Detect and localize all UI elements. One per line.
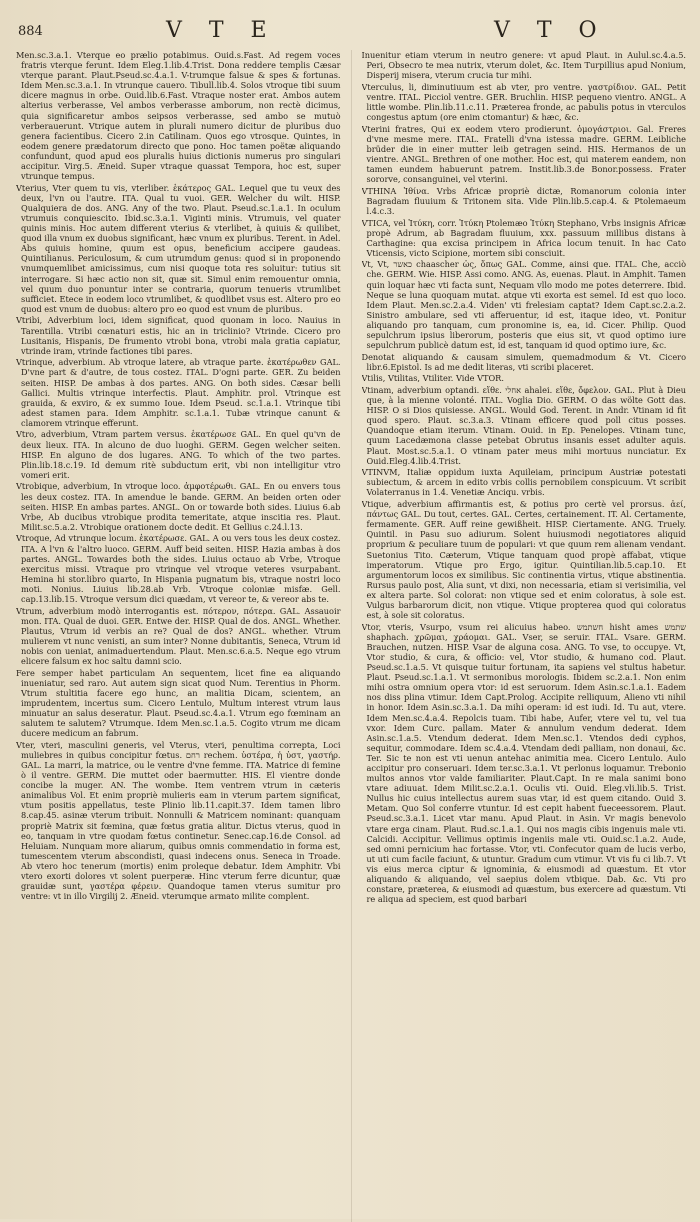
right-column bbox=[362, 50, 687, 1222]
entry-paragraph: Vterius, Vter quem tu vis, vterliber. ἑκάτερος GAL. Lequel que tu veux des deux, l'vn ou l'autre. ITA. Qual tu vuoi. GER. Welcher du wilt. HISP. Qualquiera de dos. ANG. Any of the two. Plaut. Pseud.sc.1.a.1. In oculum vtrumuis conquiescito. Ibid.sc.3.a.1. Viginti minis. Vtrumuis, vel quater quinis minis. Hoc autem different vterius & vterlibet, à quiuis & quilibet, quod illa vnum ex duobus significant, hæc vnum ex pluribus. Terent. in Adel. Abs quiuis homine, quum est opus, beneficium accipere gaudeas. Quintilianus. Periculosum, & cum utrumdum genus: quod si in proponendo vnumquemlibet amicissimus, cum nisi quoque tota res soluitur: tutius sit interrogare. Si hæc actio non sit, quæ sit. Simul enim remouentur omnia, vel quum duo ponuntur inter se contraria, quorum tenueris vtrumlibet sufficiet. Etece in eodem loco vtrumlibet, & quodlibet vsus est. Altero pro eo quod est vnum de duobus: altero pro eo quod est vnum de pluribus. bbox=[16, 182, 341, 314]
entry-paragraph: Vtique, adverbium affirmantis est, & potius pro certè vel prorsus. ἀεί, πάντως GAL. Du tout, certes. GAL. Certes, certainement. IT. Al. Certamente, fermamente. GER. Auff reine gewißheit. HISP. Ciertamente. ANG. Truely. Quintil. in Pasu suo adiurum. Solent huiusmodi negotiatores aliquid proprium & peculiare tuum de populari: vt que quum rem alienam vendant. Suetonius Tito. Cæterum, Vtique tanquam quod propè affabat, vtique imperatorum. Vtique pro Ergo, igitur. Quintilian.lib.5.cap.10. Et argumentorum locos ex similibus. Sic continentia virtus, vtique abstinentia. Rursus paulo post, Alia sunt, vt dixi, non necessaria, etiam si verisimilia, vel ex altera parte. Sol colorat: non vtique sed et enim coloratus, à sole est. Vulgus barbarorum dicit, non vtique. Vtique propterea quod qui coloratus est, à sole sit coloratus. bbox=[361, 499, 687, 621]
entry-paragraph: Fere semper habet particulam An sequentem, licet fine ea aliquando inueniatur, sed raro. Aut autem sign sicat quod Num. Terentius in Phorm. Vtrum stultitia facere ego hunc, an malitia Dicam, scientem, an imprudentem, incertus sum. Cicero Lentulo, Multum interest vtrum laus minuatur an salus deseratur. Plaut. Pseud.sc.4.a.1. Vtrum ego fœminam an salutem te salutem? Vtrumque. Idem Men.sc.1.a.5. Cogito vtrum me dicam ducere medicum an fabrum. bbox=[16, 667, 341, 739]
entry-paragraph: Vtribi, Adverbium loci, idem significat, quod quonam in loco. Nauius in Tarentilla. Vtribi cœnaturi estis, hic an in triclinio? Vtrinde. Cicero pro Lusitanis, Hispanis, De frumento vtrobi bona, vtrobi mala gratia capiatur, vtrinde iram, vtrinde factiones tibi pares. bbox=[16, 315, 341, 356]
running-head-right: V T O bbox=[494, 18, 607, 43]
entry-paragraph: Vterculus, li, diminutiuum est ab vter, pro ventre. γαστρίδιον. GAL. Petit ventre. ITAL. Picciol ventre. GER. Bruchlin. HISP. pequeno vientro. ANGL. A little wombe. Plin.lib.11.c.11. Præterea fronde, ac pabulis potus in vterculos congestus aptum (ore enim ctomantur) & hæc, &c. bbox=[361, 81, 687, 123]
entry-paragraph: Vtrum, adverbium modò interrogantis est. πότερον, πότερα. GAL. Assauoir mon. ITA. Qual de duoi. GER. Entwe der. HISP. Qual de dos. ANGL. Whether. Plautus, Vtrum id verbis an re? Qual de dos? ANGL. whether. Vtrum mulierem vt nunc venisti, an sum inter? Nonne dubitantis, Seneca, Vtrum id nobis con ueniat, animaduertendum. Plaut. Men.sc.6.a.5. Neque ego vtrum elicere falsum ex hoc saltu damni scio. bbox=[16, 605, 341, 667]
entry-paragraph: Vtrobique, adverbium, In vtroque loco. ἀμφοτέρωθι. GAL. En ou envers tous les deux costez. ITA. In amendue le bande. GERM. An beiden orten oder seiten. HISP. En ambas partes. ANGL. On or towarde both sides. Liuius 6.ab Vrbe, Ab ducibus vtrobique prodita temeritate, atque inscitia res. Plaut. Milit.sc.5.a.2. Vtrobique orationem docte dedit. Et Gellius c.24.l.13. bbox=[16, 481, 341, 532]
entry-paragraph: Vter, vteri, masculini generis, vel Vterus, vteri, penultima correpta, Loci muliebres in quibus concipitur fœtus. רחם rechem. ὑστέρα, ἡ ὑστ, γαστήρ. GAL. La marri, la matrice, ou le ventre d'vne femme. ITA. Matrice di femine ò il ventre. GERM. Die muttet oder baermutter. HIS. El vientre donde concibe la muger. AN. The wombe. Item ventrem vtrum in cæteris animalibus Vol. Et enim propriè mulieris eam in vterum partem significat, vtum positis appellatus, teste Plinio lib.11.capit.37. Idem tamen libro 8.cap.45. asinæ vterum tribuit. Nonnulli & Matricem nominant: quanquam propriè Matrix sit fœmina, quæ fœtus gratia alitur. Dictus vterus, quod in eo, tanquam in vtre quodam fœtus continetur. Senec.cap.16.de Consol. ad Heluiam. Nunquam more aliarum, quibus omnis commendatio in forma est, tumescentem vterum abscondisti, quasi indecens onus. Seneca in Troade. Ab vtero hoc tenerum (mortis) enim proleque debatur. Idem Amphitr. Vbi vtero exorti dolores vt solent puerperæ. Hinc vterum ferre dicuntur, quæ grauidæ sunt, γαστέρα φέρειν. Quandoque tamen vterus sumitur pro ventre: vt in illo Virgilij 2. Æneid. vterumque armato milite complent. bbox=[16, 739, 341, 902]
left-column bbox=[16, 50, 341, 1222]
entry-paragraph: Vtro, adverbium, Vtram partem versus. ἑκατέρωσε GAL. En quel qu'vn de deux lieux. ITA. In alcuno de duo luoghi. GERM. Gegen welcher seiten. HISP. En alguno de dos lugares. ANG. To which of the two partes. Plin.lib.18.c.19. Id demum ritè subductum erit, vbi non intelligitur vtro vomeri erit. bbox=[16, 429, 341, 480]
entry-paragraph: Men.sc.3.a.1. Vterque eo prælio potabimus. Ouid.s.Fast. Ad regem voces fratris vterque ferunt. Idem Eleg.1.lib.4.Trist. Dona reddere templis Cæsar vterque parant. Plaut.Pseud.sc.4.a.1. V-trumque falsue & spes & fortunas. Idem Men.sc.3.a.1. In vtrunque cauero. Tibull.lib.4. Solos vtroque tibi suum dicere magnus in orbe. Ouid.lib.6.Fast. Vtraque noster erat. Ambos autem alterius verberasse, Vel ambos verberasse amborum, non rectè dicimus, quia significaretur ambos seipsos verberasse, sed ambo se mutuò verberauerunt. Vtrique autem in plurali numero dicitur de pluribus duo genera facientibus. Cicero 2.in Catilinam. Quos ego vtrosque. Quintes, in eodem genere prædatorum directo que pono. Hoc tamen poëtæ aliquando confundunt, quod apud eos pluralis huius dictionis numerus pro singulari accipitur. Virg.5. Æneid. Super vtraque quassat Tempora, hoc est, super vtrunque tempus. bbox=[16, 50, 341, 182]
column-divider bbox=[351, 50, 352, 1222]
entry-paragraph: Vterini fratres, Qui ex eodem vtero prodierunt. ὁμογάστριοι. Gal. Freres d'vne mesme mere. ITAL. Fratelli d'vna istessa madre. GERM. Leibliche brüder die in einer mutter leib getragen seind. HIS. Hermanos de un vientre. ANGL. Brethren of one mother. Hoc est, qui materem eandem, non tamen eundem habuerunt patrem. Instit.lib.3.de Bonor.possess. Frater sororve, consanguinei, vel vterini. bbox=[361, 123, 687, 185]
entry-paragraph: VTICA, vel Ἰτύκη, corr. Ἰτύκη Ptolemæo Ἰτύκη Stephano, Vrbs insignis Africæ propè Adrum, ab Bagradam fluuium, xxx. passuum millibus distans à Carthagine: qua excisa principem in Africa locum tenuit. In hac Cato Vticensis, victo Scipione, mortem sibi consciuit. bbox=[361, 217, 687, 258]
entry-paragraph: Vtor, vteris, Vsurpo, vsum rei alicuius habeo. חשתמש hisht ames שתמש shaphach. χρῶμαι, χράομαι. GAL. Vser, se seruir. ITAL. Vsare. GERM. Brauchen, nutzen. HISP. Vsar de alguna cosa. ANG. To vse, to occupye. Vt, Vtor studio, & cura, & officio: vel, Vtor studio, & humano cod. Plaut. Pseud.sc.1.a.5. Vt quisque tuitur fortunam, ita sapiens vel stultus habetur. Plaut. Pseud.sc.1.a.1. Vt sermonibus morologis. Ibidem sc.2.a.1. Non enim mihi ostra omnium opera vtor: id est seruorum. Idem Asin.sc.1.a.1. Eadem nos diss plina vtimur. Idem Capt.Prolog. Accipite relliquum, Alieno vti nihil in honor. Idem Asin.sc.3.a.1. Da mihi operam: id est iudi. Id. Tu aut, vtere. Idem Men.sc.4.a.4. Repolcis tuam. Tibi habe, Aufer, vtere vel tu, vel tua vxor. Idem Curc. pallam. Mater & annulum vendum dederat. Idem Asin.sc.1.a.5. Vtendum dederat. Idem Men.sc.1. Vtendos dedi cyphos, sequitur, commodare. Idem sc.4.a.4. Vtendam dedi palliam, non donaui, &c. Ter. Sic te non est vti uenun antehac animitia mea. Cicero Lentulo. Aulo accipitur pro conseruari. Idem ter.sc.3.a.1. Vt perlonus loquamur. Trebonio multos annos vtor valde familiariter. Plaut.Capt. In re mala sanimi bono vtare adiuuat. Idem Milit.sc.2.a.1. Oculis vti. Ouid. Eleg.vli.lib.5. Trist. Nullus hic cuius intellectus aurem suas vtar, id est quem citando. Ouid 3. Metam. Quo Sol conferre vtuntur. Id est cepit habent fueceessorem. Plaut. Pseud.sc.3.a.1. Licet vtar manu. Apud Plaut. in Asin. Vr magis benevolo vtare erga cinam. Plaut. Rud.sc.1.a.1. Qui nos magis cibis ingenuis male vti. Calcidi. Accipitur. Vellimus optimis ingeniis male vti. Ouid.sc.1.a.2. Aude, sed omni pernicium hac fortasse. Vtor, vti. Confecutor quam de lucis verbo, ut uti cum facile faciunt, & utuntur. Gradum cum vtimur. Vt vis fu ci lib.7. Vt vis eius merca ciptur & ignominia, & eiusmodi ad quæstum. Et vtor aliquando & aliquando, vel saepius dolem vtbique. Dab. &c. Vti pro constare, præterea, & eiusmodi ad quæstum, bus exercere ad quæstum. Vti re aliqua ad speciem, est quod barbari bbox=[361, 621, 687, 905]
entry-paragraph: VTINVM, Italiæ oppidum iuxta Aquileiam, principum Austriæ potestati subiectum, & arcem in edito vrbis collis pernobilem conspicuum. Vt scribit Volaterranus in 1.4. Venetiæ Anciqu. vrbis. bbox=[361, 467, 687, 498]
page-header bbox=[16, 18, 686, 48]
page-number: 884 bbox=[18, 24, 43, 39]
entry-paragraph: Vtilis, Vtilitas, Vtiliter. Vide VTOR. bbox=[361, 373, 504, 384]
entry-paragraph: Vtinam, adverbium optandi. εἴθε. אחלי ahalei. εἴθε, ὄφελον. GAL. Plut à Dieu que, à la mienne volonté. ITAL. Voglia Dio. GERM. O das wölte Gott das. HISP. O si Dios quisiesse. ANGL. Would God. Terent. in Andr. Vtinam id fit quod spero. Plaut. sc.3.a.3. Vtinam efficere quod poll citus posses. Quandoque etiam iterum. Vtinam. Ouid. in Ep. Penelopes. Vtinam tunc, quum Lacedæmona classe petebat Obrutus insanis esset adulter aquis. Plaut. Most.sc.5.a.1. O vtinam pater meus mihi mortuus nunciatur. Ex Ouid.Eleg.4.lib.4.Trist. bbox=[361, 385, 687, 466]
entry-paragraph: VTHINA Ἰθίνα. Vrbs Africæ propriè dictæ, Romanorum colonia inter Bagradam fluuium & Tritonem sita. Vide Plin.lib.5.cap.4. & Ptolemaeum l.4.c.3. bbox=[361, 185, 687, 216]
entry-paragraph: Vt, Vt, כאשר chaascher ὡς, ὅπως GAL. Comme, ainsi que. ITAL. Che, acciò che. GERM. Wie. HISP. Assi como. ANG. As, euenas. Plaut. in Amphit. Tamen quin loquar hæc vti facta sunt, Nequam vllo modo me potes deterrere. Ibid. Neque se luna quoquam mutat. atque vti exorta est semel. Id est quo loco. Idem Plaut. Men.sc.2.a.4. Viden' vti frelesiam captat? Idem Capt.sc.2.a.2. Sinistro ambulare, sed vti afferuentur, id est, itaque ideo, vt. Ponitur aliquando pro tanquam, cum pronomine is, ea, id. Cicer. Philip. Quod sepulchrum ipsius liberorum, posteris que eius sit, vt quod optimo iure sepulchrum publicè datum est, id est, tanquam id quod optimo iure, &c. bbox=[361, 259, 687, 351]
entry-paragraph: Vtrinque, adverbium. Ab vtroque latere, ab vtraque parte. ἑκατέρωθεν GAL. D'vne part & d'autre, de tous costez. ITAL. D'ogni parte. GER. Zu beiden seiten. HISP. De ambas à dos partes. ANG. On both sides. Cæsar belli Gallici. Multis vtrinque interfectis. Plaut. Amphitr. prol. Vtrinque est grauida, & exviro, & ex summo Ioue. Idem Pseud. sc.1.a.1. Vtrinque tibi adest stamen para. Idem Amphitr. sc.1.a.1. Tubæ vtrinque canunt & clamorem vtrinque efferunt. bbox=[16, 357, 341, 428]
entry-paragraph: Inuenitur etiam vterum in neutro genere: vt apud Plaut. in Aulul.sc.4.a.5. Peri, Obsecro te mea nutrix, vterum dolet, &c. Item Turpillius apud Nonium, Disperij misera, vterum crucia tur mihi. bbox=[361, 50, 687, 81]
entry-paragraph: Denotat aliquando & causam simulem, quemadmodum & Vt. Cicero libr.6.Epistol. Is ad me dedit literas, vti scribi placeret. bbox=[361, 351, 687, 372]
text-columns bbox=[16, 50, 686, 1222]
entry-paragraph: Vtroque, Ad vtrunque locum. ἑκατέρωσε. GAL. A ou vers tous les deux costez. ITA. A l'vn & l'altro luoco. GERM. Auff beid seiten. HISP. Hazia ambas à dos partes. ANGL. Towardes both the sides. Liuius octauo ab Vrbe, Vtroque exercitus missi. Vtraque pro vtrinque vel vtroque veteres vsurpabant. Hemina hi stor.libro quarto, In Hispania pugnatum bis, vtraque nostri loco moti. Nonius. Liuius lib.28.ab Vrb. Vtroque coloniæ misfæ. Gell. cap.13.lib.15. Vtroque versum dici quædam, vt vereor te, & vereor abs te. bbox=[16, 533, 341, 604]
running-head-left: V T E bbox=[166, 18, 277, 43]
